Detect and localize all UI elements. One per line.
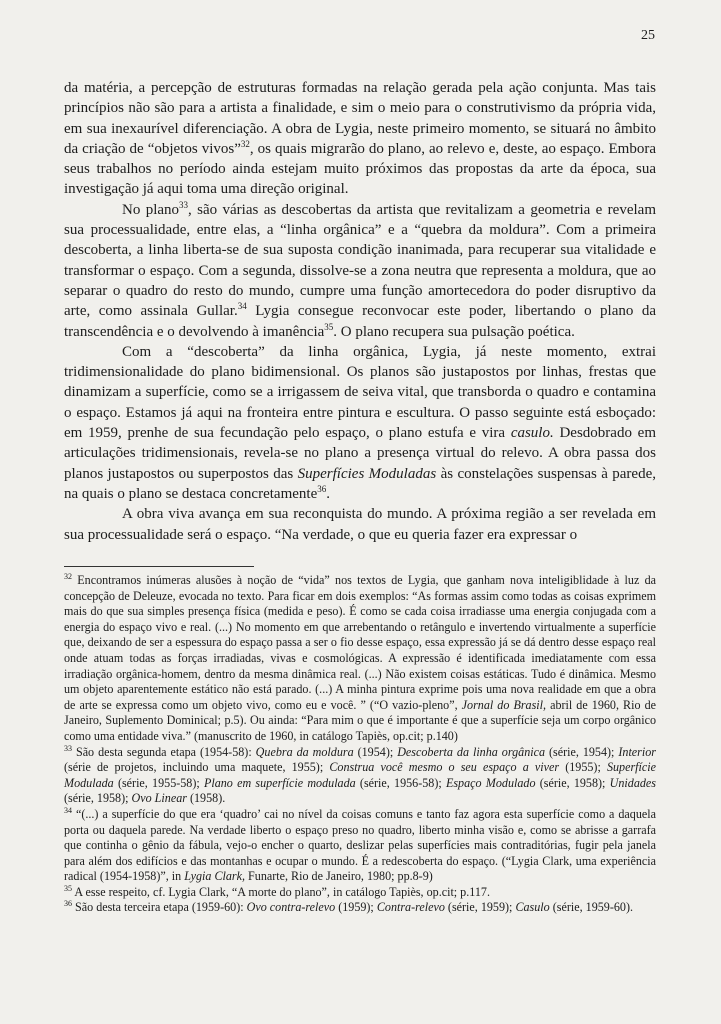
text-segment: Lygia consegue reconvocar este poder, libertando o plano da transcendência e o devolvendo à imanência [64,303,657,340]
footnote [64,745,656,807]
text-segment: (1954); [353,744,398,759]
footnote-ref: 36 [317,483,327,494]
paragraph [64,504,656,545]
text-segment: , os quais migrarão do plano, ao relevo e, deste, ao espaço. Embora seus trabalhos no período ainda estejam muito próximos das propostas da arte da época, sua investigação já aqui toma uma direção original. [64,140,656,198]
text-segment: abril de 1960, Rio de Janeiro, Suplemento Dominical; p.5). Ou ainda: “Para mim o que é importante é que a superfície seja um corpo orgânico como uma entidade viva.” (manuscrito de 1960, in catálogo Tapiès, op.cit; p.140) [64,697,656,743]
text-segment: Funarte, Rio de Janeiro, 1980; pp.8-9) [245,869,433,884]
italic-text: casulo. [510,425,554,442]
paragraph [64,342,656,504]
paragraph [64,200,656,342]
footnote [64,807,656,885]
italic-text: Ovo Linear [131,791,187,806]
footnote-ref: 32 [240,138,250,149]
text-segment: (série, 1959); [444,900,516,915]
italic-text: Lygia Clark, [184,869,246,884]
text-segment: , são várias as descobertas da artista que revitalizam a geometria e revelam sua processualidade, entre elas, a “linha orgânica” e a “quebra da moldura”. Com a primeira descoberta, a linha liberta-se de sua suposta condição inanimada, para recuperar sua vitalidade e transformar o espaço. Com a segunda, dissolve-se a zona neutra que representa a moldura, que ao separar o quadro do resto do mundo, cumpre uma função amortecedora do poder disruptivo da arte, como assinala Gullar. [64,201,656,320]
italic-text: Ovo contra-relevo [246,900,336,915]
italic-text: Espaço Modulado [445,775,536,790]
text-segment: “(...) a superfície do que era ‘quadro’ cai no nível da coisas comuns e tanto faz agora esta superfície como a daquela porta ou daquela parede. Na verdade liberto o espaço preso no quadro, liberto minha visão e, como se abrisse a garrafa que continha o gênio da fábula, vejo-o encher o quarto, deslizar pelas superfícies mais contraditórias, fugir pela janela para além dos edifícios e das montanhas e ocupar o mundo. É a redescoberta do espaço. (“Lygia Clark, uma experiência radical (1954-1958)”, in [64,806,656,884]
footnote-number: 34 [64,805,72,815]
italic-text: Contra-relevo [376,900,445,915]
text-segment: (série, 1959-60). [549,900,634,915]
text-segment: Encontramos inúmeras alusões à noção de “vida” nos textos de Lygia, que ganham nova inteligiblidade à luz da concepção de Deleuze, evocada no texto. Para ficar em dois exemplos: “As formas assim como todas as coisas exprimem mais do que sua simples presença física (medida e peso). É como se cada coisa irradiasse uma energia conjugada com a energia do espaço vivo e real. (...) No momento em que arrebentando o retângulo e invertendo virtualmente a superfície que, deixando de ser a espessura do espaço passa a ser o fio desse espaço, essa expressão já se dá dentro desse espaço real onde atuam todas as forças irradiadas, vivas e cosmológicas. A expressão é identificada imediatamente com essa irradiação orgânica-homem, dentro da mesma dinâmica real. (...) Não existem coisas estáticas. Tudo é dinâmica. Mesmo um objeto aparentemente estático não está parado. (...) A minha pintura exprime pois uma nova realidade em que a obra de arte se expressa como um objeto vivo, como eu e você. ” (“O vazio-pleno”, [64,573,656,712]
italic-text: Superfícies Moduladas [297,465,437,482]
text-segment: (série de projetos, incluindo uma maquete, 1955); [64,760,330,775]
page-number: 25 [641,28,655,43]
text-segment: (série, 1958); [535,775,610,790]
footnote-ref: 33 [179,199,189,210]
italic-text: Superfície Modulada [64,760,656,790]
italic-text: Plano em superfície modulada [203,775,356,790]
text-segment: (série, 1955-58); [113,775,204,790]
text-segment: (1959); [335,900,377,915]
footnotes [64,573,656,916]
italic-text: Construa você mesmo o seu espaço a viver [329,760,560,775]
footnote-divider [64,566,254,567]
italic-text: Quebra da moldura [255,744,354,759]
italic-text: Unidades [609,775,656,790]
text-segment: . O plano recupera sua pulsação poética. [333,323,575,340]
text-segment: da matéria, a percepção de estruturas formadas na relação gerada pela ação conjunta. Mas tais princípios não são para a artista a finalidade, e sim o meio para o construtivismo da própria vida, em sua inexaurível diferenciação. A obra de Lygia, neste primeiro momento, se situará no âmbito da criação de “objetos vivos” [64,80,656,157]
text-segment: Com a “descoberta” da linha orgânica, Lygia, já neste momento, extrai tridimensionalidade do plano bidimensional. Os planos são justapostos por linhas, frestas que dinamizam a superfície, como se a irrigassem de seiva vital, que transborda o quadro e contamina o espaço. Estamos já aqui na fronteira entre pintura e escultura. O passo seguinte está esboçado: em 1959, prenhe de sua fecundação pelo espaço, o plano estufa e vira [64,343,656,442]
italic-text: Jornal do Brasil, [461,697,547,712]
footnote [64,885,656,901]
italic-text: Casulo [515,900,550,915]
italic-text: Interior [618,744,656,759]
text-segment: . [326,485,330,502]
text-segment: Desdobrado em articulações tridimensionais, revela-se no plano a presença virtual do relevo. A obra passa dos planos justapostos ou superpostos das [64,425,656,482]
text-segment: (série, 1956-58); [355,775,446,790]
paragraph [64,78,656,200]
text-segment: (1955); [559,760,607,775]
footnote-number: 36 [64,899,72,909]
footnote-ref: 35 [324,321,334,332]
text-segment: (série, 1954); [545,744,619,759]
footnote [64,900,656,916]
body-text [64,78,656,545]
text-segment: No plano [122,201,180,218]
italic-text: Descoberta da linha orgânica [397,744,546,759]
text-segment: São desta segunda etapa (1954-58): [72,744,256,759]
text-segment: às constelações suspensas à parede, na quais o plano se destaca concretamente [64,465,656,502]
footnote-number: 35 [64,883,72,893]
text-segment: A esse respeito, cf. Lygia Clark, “A morte do plano”, in catálogo Tapiès, op.cit; p.117. [72,884,490,899]
text-segment: São desta terceira etapa (1959-60): [72,900,247,915]
footnote-number: 32 [64,571,72,581]
footnote-ref: 34 [237,301,247,312]
text-segment: (1958). [186,791,226,806]
text-segment: (série, 1958); [64,791,132,806]
text-segment: A obra viva avança em sua reconquista do mundo. A próxima região a ser revelada em sua processualidade será o espaço. “Na verdade, o que eu queria fazer era expressar o [64,506,656,543]
footnote-number: 33 [64,743,72,753]
footnote [64,573,656,745]
